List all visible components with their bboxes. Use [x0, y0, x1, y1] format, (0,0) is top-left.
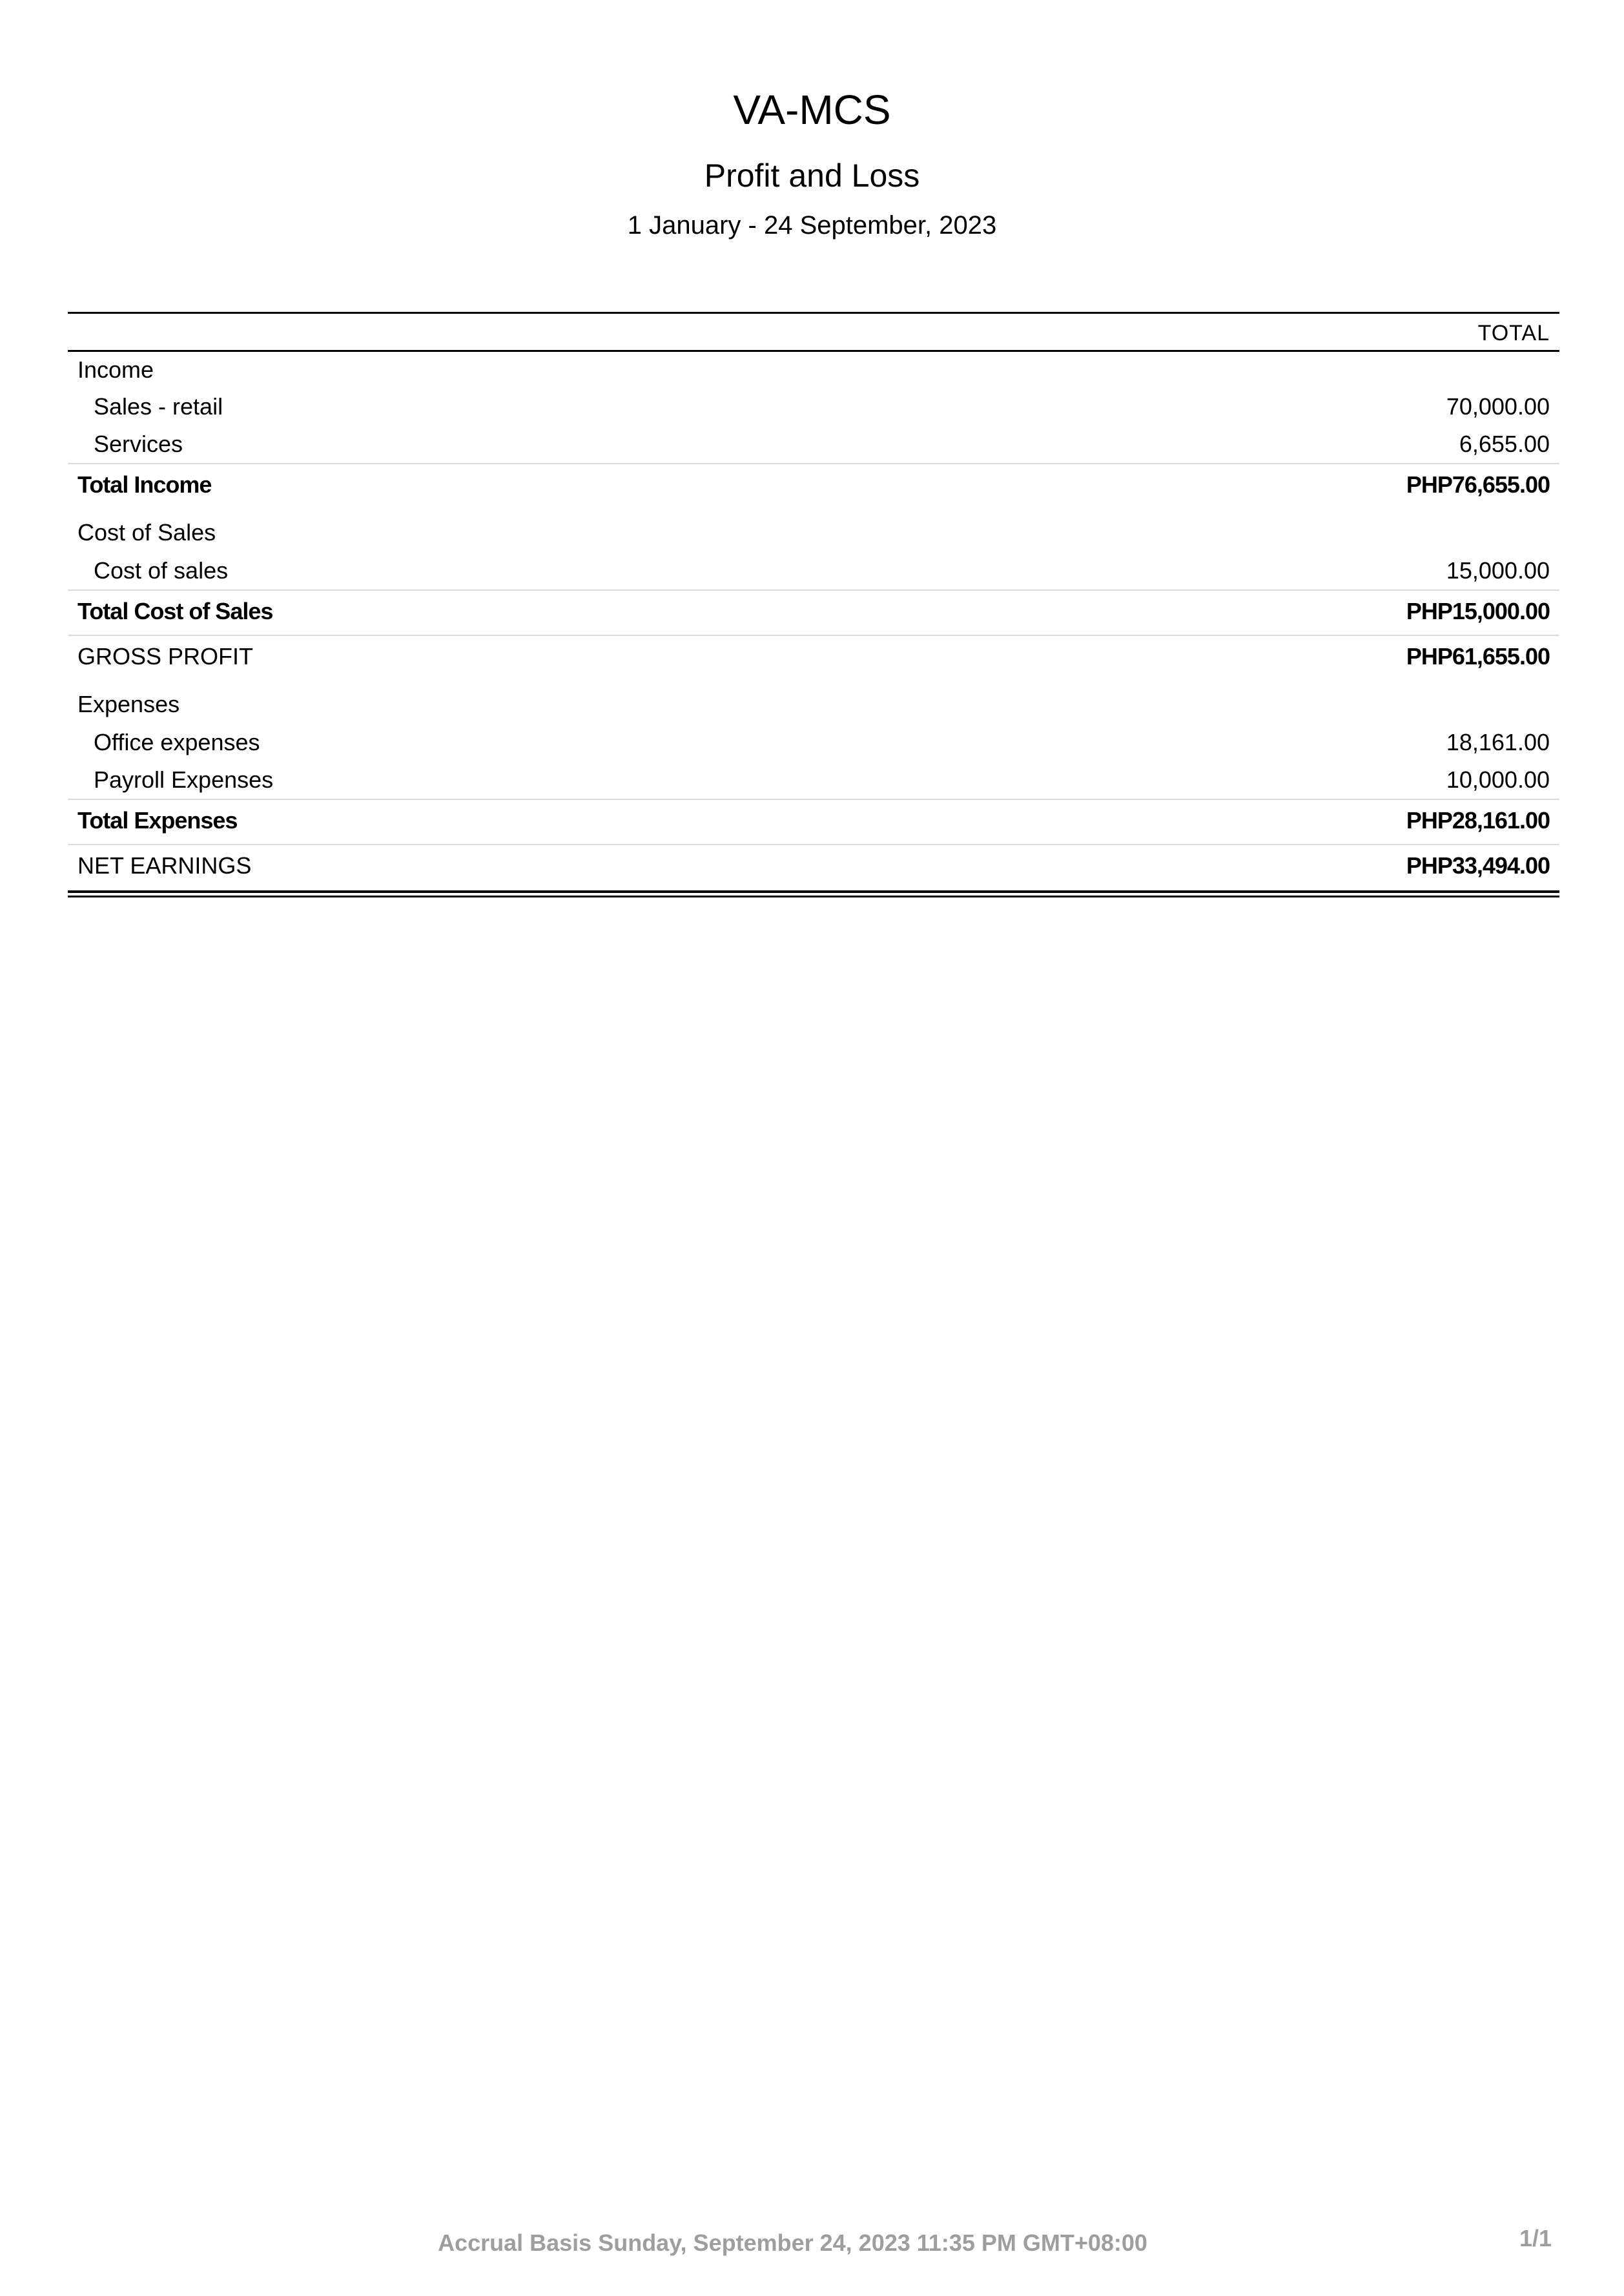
company-name: VA-MCS [733, 87, 891, 133]
gross-profit-row [68, 635, 1559, 680]
section-income [68, 352, 1559, 388]
table-row [68, 388, 1559, 425]
gross-profit-amount: PHP61,655.00 [1406, 643, 1550, 670]
section-label: Cost of Sales [77, 519, 216, 546]
account-amount: 18,161.00 [1446, 729, 1550, 755]
total-amount: PHP15,000.00 [1406, 598, 1550, 624]
section-label: Income [77, 356, 154, 383]
section-label: Expenses [77, 691, 180, 717]
account-label: Cost of sales [94, 557, 229, 584]
total-income-row [68, 463, 1559, 508]
double-underline-divider [68, 890, 1559, 896]
account-amount: 70,000.00 [1446, 393, 1550, 420]
net-earnings-row [68, 844, 1559, 889]
account-amount: 6,655.00 [1459, 431, 1550, 457]
page-number: 1/1 [1519, 2225, 1552, 2251]
total-label: Total Expenses [77, 807, 238, 834]
table-row [68, 761, 1559, 799]
account-amount: 10,000.00 [1446, 766, 1550, 793]
gross-profit-label: GROSS PROFIT [77, 643, 254, 670]
total-amount: PHP76,655.00 [1406, 471, 1550, 498]
profit-loss-table [68, 312, 1559, 896]
total-cost-of-sales-row [68, 589, 1559, 635]
section-expenses [68, 680, 1559, 724]
total-column-header: TOTAL [1477, 321, 1550, 345]
total-label: Total Income [77, 471, 212, 498]
account-label: Payroll Expenses [94, 766, 274, 793]
total-label: Total Cost of Sales [77, 598, 273, 624]
section-cost-of-sales [68, 508, 1559, 552]
report-footer-basis: Accrual Basis Sunday, September 24, 2023 11:35 PM GMT+08:00 [438, 2229, 1147, 2256]
net-earnings-label: NET EARNINGS [77, 852, 252, 879]
net-earnings-amount: PHP33,494.00 [1406, 852, 1550, 879]
account-label: Sales - retail [94, 393, 223, 420]
table-row [68, 724, 1559, 761]
total-amount: PHP28,161.00 [1406, 807, 1550, 834]
total-expenses-row [68, 799, 1559, 844]
table-row [68, 552, 1559, 589]
table-header [68, 312, 1559, 352]
table-row [68, 425, 1559, 463]
account-label: Services [94, 431, 183, 457]
account-label: Office expenses [94, 729, 260, 755]
report-period: 1 January - 24 September, 2023 [627, 211, 997, 240]
account-amount: 15,000.00 [1446, 557, 1550, 584]
report-title: Profit and Loss [704, 158, 920, 194]
